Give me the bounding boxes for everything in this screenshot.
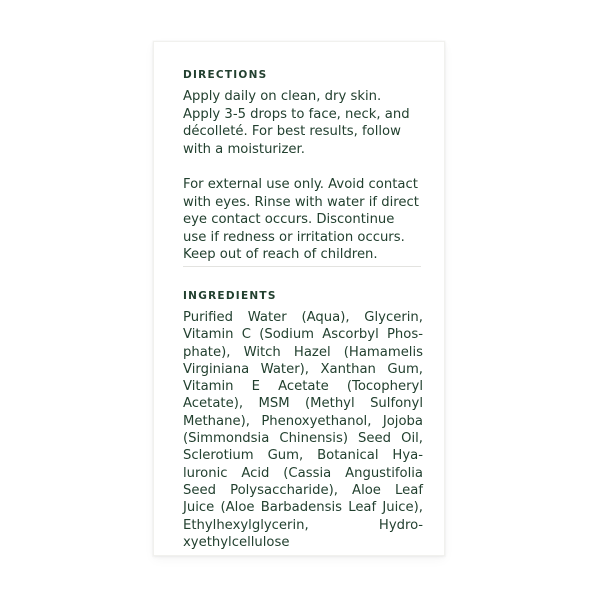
- directions-heading: DIRECTIONS: [183, 69, 268, 81]
- directions-warning-text: For external use only. Avoid contact with eyes. Rinse with water if direct eye contact occurs. Discontinue use if redness or irritation occurs. Keep out of reach of children.: [183, 176, 419, 263]
- ingredients-list-text: Purified Water (Aqua), Glycerin, Vitamin C (Sodium Ascorbyl Phosphate), Witch Hazel (Hamamelis Virginiana Water), Xanthan Gum, Vitamin E Acetate (Tocopheryl Acetate), MSM (Methyl Sulfonyl Methane), Phenoxyethanol, Jojoba (Simmondsia Chinensis) Seed Oil, Sclerotium Gum, Botanical Hyaluronic Acid (Cassia Angustifolia Seed Polysaccharide), Aloe Leaf Juice (Aloe Barbadensis Leaf Juice), Ethylhexylglycerin, Hydroxyethylcellulose: [183, 310, 423, 550]
- directions-usage-text: Apply daily on clean, dry skin. Apply 3-5 drops to face, neck, and décolleté. For best results, follow with a moisturizer.: [183, 89, 410, 157]
- directions-section: [183, 68, 421, 264]
- section-divider: [183, 266, 421, 267]
- product-label-card: [153, 41, 445, 556]
- ingredients-heading: INGREDIENTS: [183, 290, 277, 302]
- ingredients-section: [183, 289, 423, 551]
